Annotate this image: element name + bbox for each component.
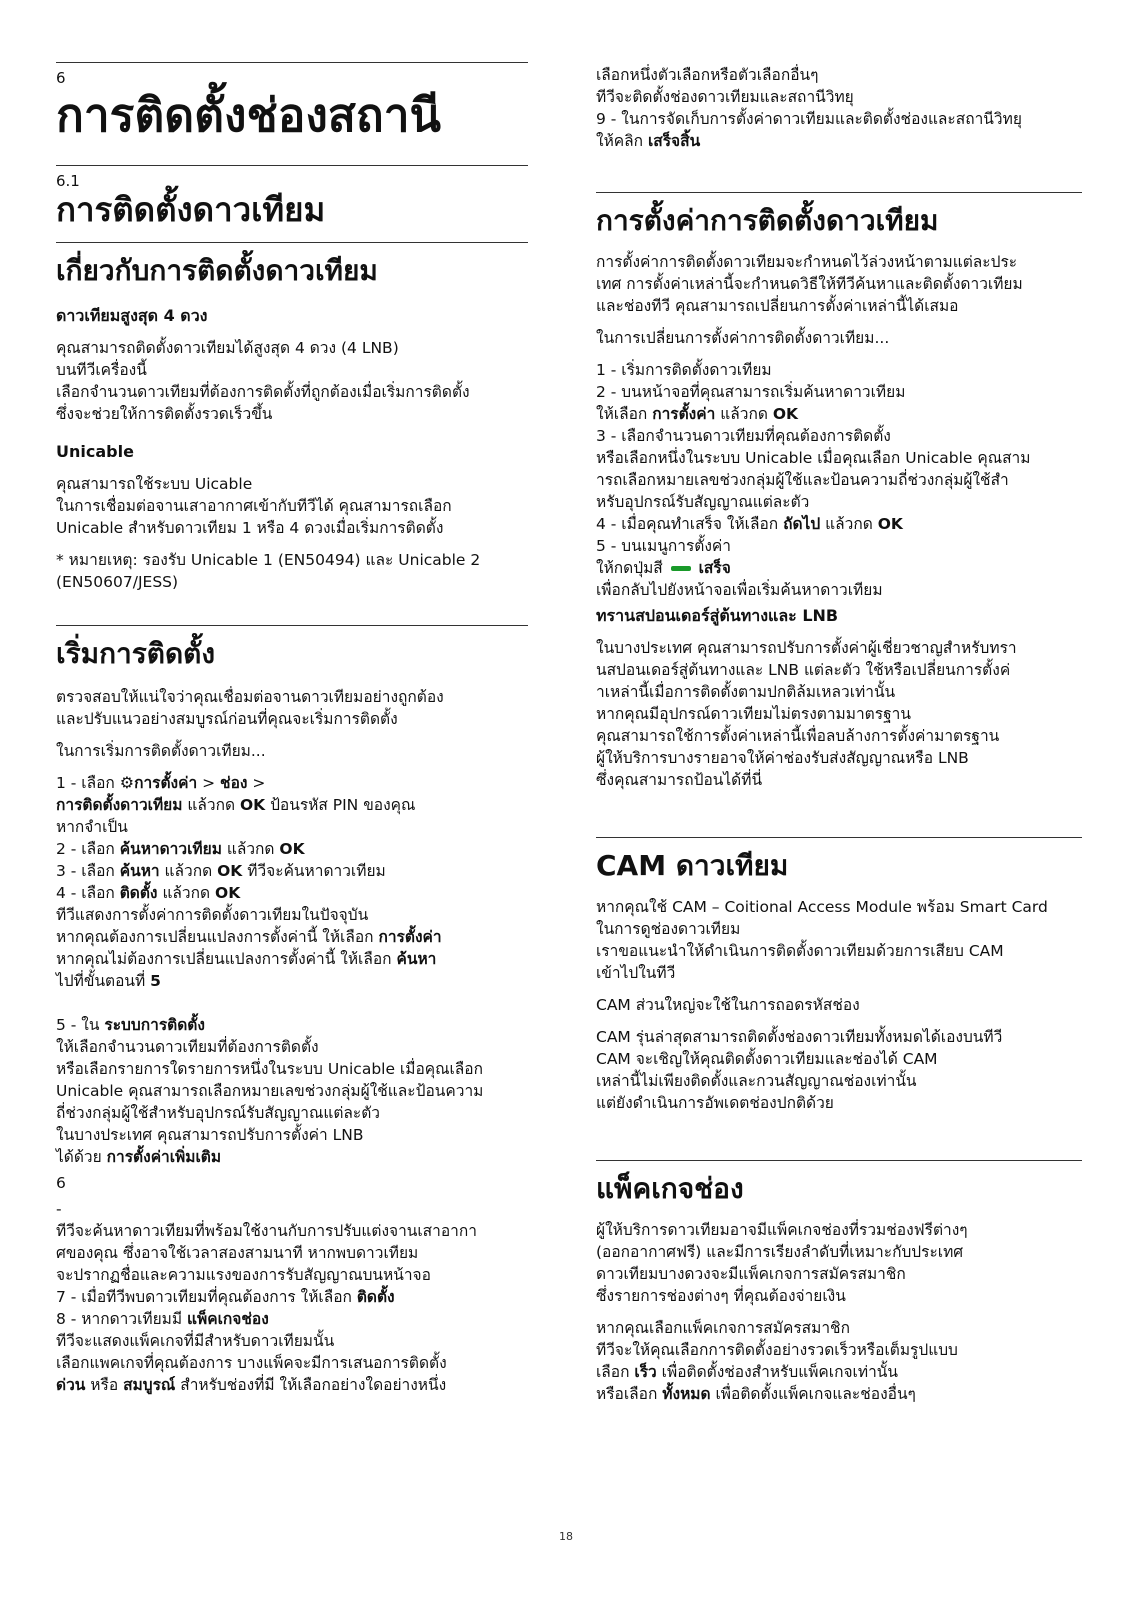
transponder-text: ซึ่งคุณสามารถป้อนได้ที่นี่ <box>596 771 763 789</box>
step-1: 1 - เลือก ⚙การตั้งค่า > ช่อง > <box>56 773 266 792</box>
step-7: 7 - เมื่อทีวีพบดาวเทียมที่คุณต้องการ ให้เลือก ติดตั้ง <box>56 1288 395 1306</box>
settings-step-1: 1 - เริ่มการติดตั้งดาวเทียม <box>596 361 772 379</box>
transponder-sub-heading: ทรานสปอนเดอร์สู่ต้นทางและ LNB <box>596 606 839 625</box>
about-sub-unicable: Unicable <box>56 442 134 461</box>
step-8-cont: เลือกแพคเกจที่คุณต้องการ บางแพ็คจะมีการเสนอการติดตั้ง <box>56 1354 447 1372</box>
packages-text: หากคุณเลือกแพ็คเกจการสมัครสมาชิก <box>596 1319 850 1337</box>
step-5: 5 - ใน ระบบการติดตั้ง <box>56 1016 205 1034</box>
packages-text: ทีวีจะให้คุณเลือกการติดตั้งอย่างรวดเร็วหรือเต็มรูปแบบ <box>596 1341 958 1359</box>
cam-text: เหล่านี้ไม่เพียงติดตั้งและกวนสัญญาณช่องเท่านั้น <box>596 1072 917 1090</box>
about-text: ซึ่งจะช่วยให้การติดตั้งรวดเร็วขึ้น <box>56 405 273 423</box>
cam-text: ในการดูช่องดาวเทียม <box>596 920 741 938</box>
transponder-text: ในบางประเทศ คุณสามารถปรับการตั้งค่าผู้เชี่ยวชาญสำหรับทรา <box>596 639 1017 657</box>
step-8-cont: ทีวีจะติดตั้งช่องดาวเทียมและสถานีวิทยุ <box>596 88 854 106</box>
step-8-cont: ทีวีจะแสดงแพ็คเกจที่มีสำหรับดาวเทียมนั้น <box>56 1332 335 1350</box>
about-rule <box>56 242 528 243</box>
step-5-cont: ได้ด้วย การตั้งค่าเพิ่มเติม <box>56 1148 222 1166</box>
settings-heading: การตั้งค่าการติดตั้งดาวเทียม <box>596 204 939 237</box>
settings-rule <box>596 192 1082 193</box>
about-text: เลือกจำนวนดาวเทียมที่ต้องการติดตั้งที่ถูกต้องเมื่อเริ่มการติดตั้ง <box>56 383 470 401</box>
cam-text: แต่ยังดำเนินการอัพเดตช่องปกติด้วย <box>596 1094 834 1112</box>
cam-rule <box>596 837 1082 838</box>
chapter-number: 6 <box>56 69 66 87</box>
packages-text: ดาวเทียมบางดวงจะมีแพ็คเกจการสมัครสมาชิก <box>596 1265 906 1283</box>
transponder-text: าเหล่านี้เมื่อการติดตั้งตามปกติล้มเหลวเท่านั้น <box>596 683 896 701</box>
step-6-text: จะปรากฏชื่อและความแรงของการรับสัญญาณบนหน้าจอ <box>56 1266 431 1284</box>
packages-heading: แพ็คเกจช่อง <box>596 1172 744 1205</box>
settings-lead: ในการเปลี่ยนการตั้งค่าการติดตั้งดาวเทียม... <box>596 329 890 347</box>
cam-heading: CAM ดาวเทียม <box>596 849 789 882</box>
settings-step-3: 3 - เลือกจำนวนดาวเทียมที่คุณต้องการติดตั้ง <box>596 427 891 445</box>
packages-text: (ออกอากาศฟรี) และมีการเรียงลำดับที่เหมาะกับประเทศ <box>596 1243 964 1261</box>
gear-icon: ⚙ <box>119 773 135 792</box>
settings-step-5-cont: เพื่อกลับไปยังหน้าจอเพื่อเริ่มค้นหาดาวเทียม <box>596 581 883 599</box>
step-5-cont: ในบางประเทศ คุณสามารถปรับการตั้งค่า LNB <box>56 1126 364 1144</box>
step-5-cont: ถี่ช่วงกลุ่มผู้ใช้สำหรับอุปกรณ์รับสัญญาณแต่ละตัว <box>56 1104 381 1122</box>
step-6-text: ทีวีจะค้นหาดาวเทียมที่พร้อมใช้งานกับการปรับแต่งจานเสาอากา <box>56 1222 477 1240</box>
step-8-cont: ด่วน หรือ สมบูรณ์ สำหรับช่องที่มี ให้เลือกอย่างใดอย่างหนึ่ง <box>56 1376 447 1394</box>
settings-step-3-cont: ารถเลือกหมายเลขช่วงกลุ่มผู้ใช้และป้อนความถี่ช่วงกลุ่มผู้ใช้สำ <box>596 471 1009 489</box>
transponder-text: ผู้ให้บริการบางรายอาจให้ค่าช่องรับส่งสัญญาณหรือ LNB <box>596 749 969 767</box>
right-column <box>596 0 1082 1405</box>
cam-text: CAM ส่วนใหญ่จะใช้ในการถอดรหัสช่อง <box>596 996 860 1014</box>
settings-step-4: 4 - เมื่อคุณทำเสร็จ ให้เลือก ถัดไป แล้วกด OK <box>596 515 903 533</box>
step-8-cont: เลือกหนึ่งตัวเลือกหรือตัวเลือกอื่นๆ <box>596 66 819 84</box>
unicable-text: Unicable สำหรับดาวเทียม 1 หรือ 4 ดวงเมื่อเริ่มการติดตั้ง <box>56 519 444 537</box>
cam-text: CAM รุ่นล่าสุดสามารถติดตั้งช่องดาวเทียมทั้งหมดได้เองบนทีวี <box>596 1028 1003 1046</box>
step-6-text: ศของคุณ ซึ่งอาจใช้เวลาสองสามนาที หากพบดาวเทียม <box>56 1244 419 1262</box>
transponder-text: หากคุณมีอุปกรณ์ดาวเทียมไม่ตรงตามมาตรฐาน <box>596 705 911 723</box>
cam-text: หากคุณใช้ CAM – Coitional Access Module พร้อม Smart Card <box>596 898 1048 916</box>
unicable-text: ในการเชื่อมต่อจานเสาอากาศเข้ากับทีวีได้ คุณสามารถเลือก <box>56 497 452 515</box>
settings-step-3-cont: หรือเลือกหนึ่งในระบบ Unicable เมื่อคุณเลือก Unicable คุณสาม <box>596 449 1031 467</box>
packages-rule <box>596 1160 1082 1161</box>
settings-step-2-cont: ให้เลือก การตั้งค่า แล้วกด OK <box>596 405 799 423</box>
section-title: การติดตั้งดาวเทียม <box>56 190 326 229</box>
unicable-note: (EN50607/JESS) <box>56 573 179 591</box>
packages-text: ผู้ให้บริการดาวเทียมอาจมีแพ็คเกจช่องที่รวมช่องฟรีต่างๆ <box>596 1221 968 1239</box>
step-6-dash: - <box>56 1200 62 1218</box>
start-heading: เริ่มการติดตั้ง <box>56 637 216 670</box>
step-4-cont: ไปที่ขั้นตอนที่ 5 <box>56 972 161 990</box>
settings-intro: และช่องทีวี คุณสามารถเปลี่ยนการตั้งค่าเหล่านี้ได้เสมอ <box>596 297 959 315</box>
start-lead: ในการเริ่มการติดตั้งดาวเทียม... <box>56 742 266 760</box>
step-6-number: 6 <box>56 1174 66 1192</box>
settings-step-5: 5 - บนเมนูการตั้งค่า <box>596 537 731 555</box>
chapter-title: การติดตั้งช่องสถานี <box>56 88 441 142</box>
about-text: บนทีวีเครื่องนี้ <box>56 361 147 379</box>
unicable-text: คุณสามารถใช้ระบบ Uicable <box>56 475 253 493</box>
step-5-cont: ให้เลือกจำนวนดาวเทียมที่ต้องการติดตั้ง <box>56 1038 319 1056</box>
step-4-cont: ทีวีแสดงการตั้งค่าการติดตั้งดาวเทียมในปัจจุบัน <box>56 906 369 924</box>
packages-text: เลือก เร็ว เพื่อติดตั้งช่องสำหรับแพ็คเกจเท่านั้น <box>596 1363 898 1381</box>
about-text: คุณสามารถติดตั้งดาวเทียมได้สูงสุด 4 ดวง (4 LNB) <box>56 339 399 357</box>
step-9: 9 - ในการจัดเก็บการตั้งค่าดาวเทียมและติดตั้งช่องและสถานีวิทยุ <box>596 110 1022 128</box>
cam-text: CAM จะเชิญให้คุณติดตั้งดาวเทียมและช่องได้ CAM <box>596 1050 938 1068</box>
step-4: 4 - เลือก ติดตั้ง แล้วกด OK <box>56 884 241 902</box>
settings-intro: เทศ การตั้งค่าเหล่านี้จะกำหนดวิธีให้ทีวีค้นหาและติดตั้งดาวเทียม <box>596 275 1023 293</box>
step-1-cont: การติดตั้งดาวเทียม แล้วกด OK ป้อนรหัส PIN ของคุณ <box>56 796 416 814</box>
step-1-cont: หากจำเป็น <box>56 818 128 836</box>
cam-text: เข้าไปในทีวี <box>596 964 676 982</box>
chapter-rule <box>56 62 528 63</box>
settings-intro: การตั้งค่าการติดตั้งดาวเทียมจะกำหนดไว้ล่วงหน้าตามแต่ละประ <box>596 253 1018 271</box>
section-number: 6.1 <box>56 172 80 190</box>
start-intro: และปรับแนวอย่างสมบูรณ์ก่อนที่คุณจะเริ่มการติดตั้ง <box>56 710 398 728</box>
start-intro: ตรวจสอบให้แน่ใจว่าคุณเชื่อมต่อจานดาวเทียมอย่างถูกต้อง <box>56 688 444 706</box>
step-5-cont: หรือเลือกรายการใดรายการหนึ่งในระบบ Unicable เมื่อคุณเลือก <box>56 1060 483 1078</box>
packages-text: ซึ่งรายการช่องต่างๆ ที่คุณต้องจ่ายเงิน <box>596 1287 846 1305</box>
step-3: 3 - เลือก ค้นหา แล้วกด OK ทีวีจะค้นหาดาวเทียม <box>56 862 386 880</box>
unicable-note: * หมายเหตุ: รองรับ Unicable 1 (EN50494) และ Unicable 2 <box>56 551 481 569</box>
step-5-cont: Unicable คุณสามารถเลือกหมายเลขช่วงกลุ่มผู้ใช้และป้อนความ <box>56 1082 484 1100</box>
packages-text: หรือเลือก ทั้งหมด เพื่อติดตั้งแพ็คเกจและช่องอื่นๆ <box>596 1385 916 1403</box>
step-2: 2 - เลือก ค้นหาดาวเทียม แล้วกด OK <box>56 840 305 858</box>
about-sub-max-satellites: ดาวเทียมสูงสุด 4 ดวง <box>56 306 208 325</box>
step-4-cont: หากคุณไม่ต้องการเปลี่ยนแปลงการตั้งค่านี้ ให้เลือก ค้นหา <box>56 950 437 968</box>
step-8: 8 - หากดาวเทียมมี แพ็คเกจช่อง <box>56 1310 269 1328</box>
transponder-text: นสปอนเดอร์สู่ต้นทางและ LNB แต่ละตัว ใช้หรือเปลี่ยนการตั้งค่ <box>596 661 1011 679</box>
left-column <box>56 0 528 1396</box>
settings-step-5-cont: ให้กดปุ่มสี เสร็จ <box>596 559 731 577</box>
settings-step-2: 2 - บนหน้าจอที่คุณสามารถเริ่มค้นหาดาวเทียม <box>596 383 906 401</box>
step-9-cont: ให้คลิก เสร็จสิ้น <box>596 132 701 150</box>
about-heading: เกี่ยวกับการติดตั้งดาวเทียม <box>56 254 378 287</box>
settings-step-3-cont: หรับอุปกรณ์รับสัญญาณแต่ละตัว <box>596 493 810 511</box>
start-rule <box>56 625 528 626</box>
page-number: 18 <box>559 1530 573 1543</box>
transponder-text: คุณสามารถใช้การตั้งค่าเหล่านี้เพื่อลบล้างการตั้งค่ามาตรฐาน <box>596 727 1000 745</box>
cam-text: เราขอแนะนำให้ดำเนินการติดตั้งดาวเทียมด้วยการเสียบ CAM <box>596 942 1004 960</box>
green-button-icon <box>671 566 691 571</box>
step-4-cont: หากคุณต้องการเปลี่ยนแปลงการตั้งค่านี้ ให้เลือก การตั้งค่า <box>56 928 442 946</box>
section-rule <box>56 165 528 166</box>
